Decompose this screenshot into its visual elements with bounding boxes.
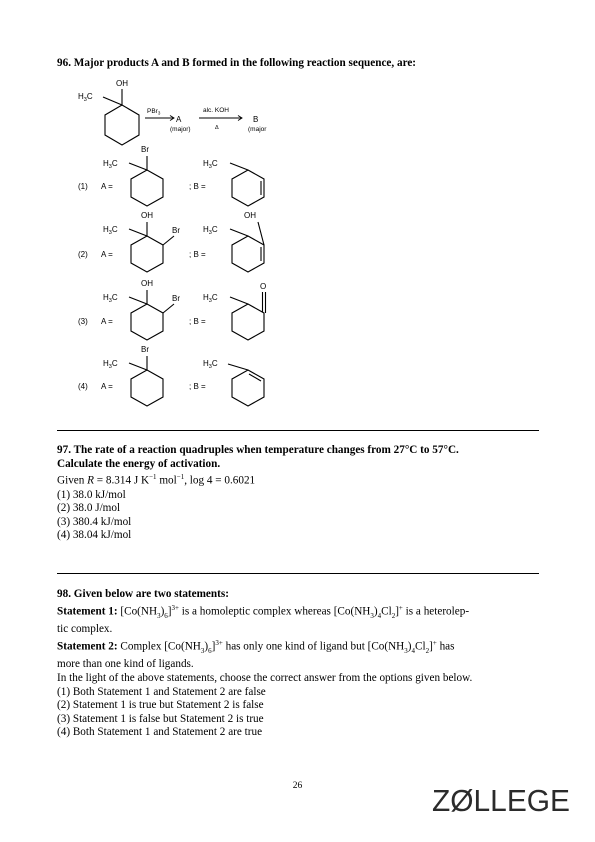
- question-97-option-2: (2) 38.0 J/mol: [57, 502, 121, 515]
- h3c-label: $H_3C$: [78, 92, 93, 103]
- reaction-arrow-2: [199, 116, 242, 121]
- option-1-a-label: A =: [101, 182, 113, 191]
- question-98-option-3: (3) Statement 1 is false but Statement 2 is true: [57, 712, 264, 725]
- question-98-option-1: (1) Both Statement 1 and Statement 2 are false: [57, 685, 266, 698]
- statement-1-line-2: tic complex.: [57, 623, 113, 636]
- option-2-a-br: Br: [172, 226, 180, 235]
- reaction-arrow-1: [145, 116, 174, 121]
- option-1-a-br: Br: [141, 145, 149, 154]
- option-1-b-structure: [230, 163, 264, 206]
- question-97-option-3: (3) 380.4 kJ/mol: [57, 515, 132, 528]
- product-b-label: B: [253, 115, 259, 124]
- option-4-number: (4): [78, 382, 88, 391]
- option-4-a-label: A =: [101, 382, 113, 391]
- question-98-option-4: (4) Both Statement 1 and Statement 2 are true: [57, 726, 263, 739]
- option-1-b-label: ; B =: [189, 182, 206, 191]
- option-3-b-label: ; B =: [189, 317, 206, 326]
- option-2-b-h3c: $H_3C$: [203, 225, 218, 236]
- option-3-a-h3c: $H_3C$: [103, 293, 118, 304]
- zollege-logo: [432, 780, 572, 820]
- option-2-b-oh: OH: [244, 211, 256, 220]
- page-number: 26: [292, 781, 303, 791]
- question-97-option-1: (1) 38.0 kJ/mol: [57, 488, 126, 501]
- option-3-a-oh: OH: [141, 279, 153, 288]
- reagent-pbr3: PBr$_3$: [147, 108, 161, 116]
- option-3-b-h3c: $H_3C$: [203, 293, 218, 304]
- option-1-a-h3c: $H_3C$: [103, 159, 118, 170]
- question-98: [57, 588, 539, 740]
- question-97-title-line-2: Calculate the energy of activation.: [57, 457, 221, 470]
- option-1-a-structure: [129, 156, 163, 206]
- option-4-b-structure: [228, 364, 264, 406]
- option-4-b-label: ; B =: [189, 382, 206, 391]
- question-98-instruction: In the light of the above statements, choose the correct answer from the options given below.: [57, 671, 473, 684]
- option-2-b-structure: [230, 222, 264, 272]
- question-97-given: Given R = 8.314 J $K^{-1}$ mol$^{-1}$, log 4 = 0.6021: [57, 473, 256, 487]
- option-2-a-h3c: $H_3C$: [103, 225, 118, 236]
- statement-2-line-2: more than one kind of ligands.: [57, 658, 194, 671]
- starting-material-structure: [103, 89, 139, 145]
- statement-2: Statement 2: Complex $[Co(NH_3)_6]^{3+}$ has only one kind of ligand but $[Co(NH_3)_4Cl_2]^+$ has: [57, 638, 455, 655]
- question-98-title: 98. Given below are two statements:: [57, 588, 229, 600]
- statement-1: Statement 1: $[Co(NH_3)_6]^{3+}$ is a homoleptic complex whereas $[Co(NH_3)_4Cl_2]^+$ is a heterolep-: [57, 603, 470, 620]
- option-4-a-br: Br: [141, 345, 149, 354]
- option-3-a-label: A =: [101, 317, 113, 326]
- product-a-label: A: [176, 115, 182, 124]
- option-3-a-br: Br: [172, 294, 180, 303]
- question-97-title-line-1: 97. The rate of a reaction quadruples when temperature changes from 27°C to 57°C.: [57, 444, 459, 456]
- reagent-alc-koh: alc. KOH: [203, 107, 230, 114]
- option-1-b-h3c: $H_3C$: [203, 159, 218, 170]
- option-3-a-structure: [129, 290, 174, 340]
- product-b-note: (major: [248, 126, 267, 133]
- option-4-a-h3c: $H_3C$: [103, 359, 118, 370]
- option-2-a-structure: [129, 222, 174, 272]
- option-2-a-label: A =: [101, 250, 113, 259]
- question-98-option-2: (2) Statement 1 is true but Statement 2 is false: [57, 699, 264, 712]
- option-1-number: (1): [78, 182, 88, 191]
- option-3-number: (3): [78, 317, 88, 326]
- divider: [57, 573, 539, 574]
- divider: [57, 430, 539, 431]
- product-a-note: (major): [170, 126, 191, 133]
- option-3-b-structure: [230, 292, 266, 340]
- question-96-title: 96. Major products A and B formed in the following reaction sequence, are:: [57, 57, 417, 69]
- reagent-heat: Δ: [215, 125, 219, 131]
- option-2-b-label: ; B =: [189, 250, 206, 259]
- question-97: [57, 444, 539, 543]
- option-4-b-h3c: $H_3C$: [203, 359, 218, 370]
- svg-text:ZØLLEGE: ZØLLEGE: [432, 783, 570, 818]
- option-2-number: (2): [78, 250, 88, 259]
- question-97-option-4: (4) 38.04 kJ/mol: [57, 529, 132, 542]
- option-3-b-o: O: [260, 282, 267, 291]
- oh-label: OH: [116, 79, 128, 88]
- option-4-a-structure: [129, 356, 163, 406]
- option-2-a-oh: OH: [141, 211, 153, 220]
